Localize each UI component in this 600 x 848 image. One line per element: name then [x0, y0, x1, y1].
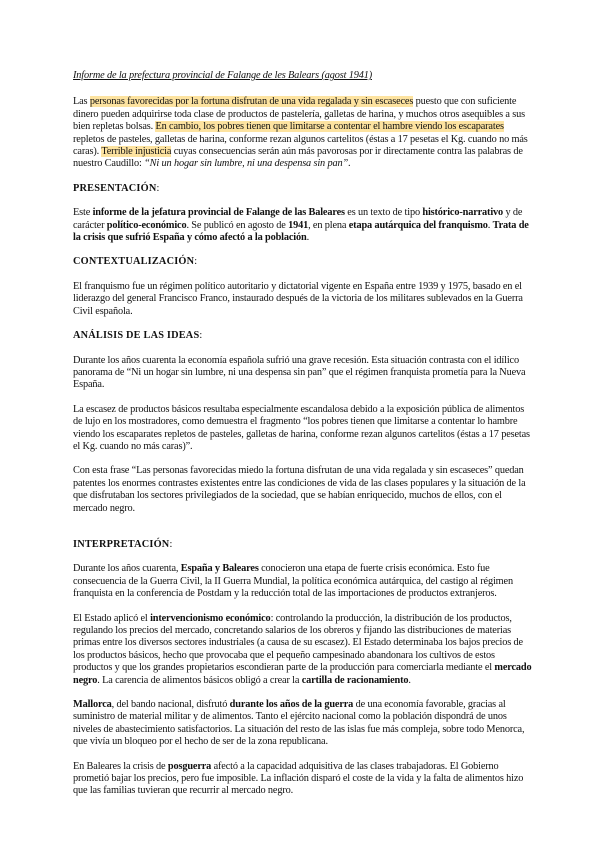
- heading-text: PRESENTACIÓN: [73, 182, 157, 194]
- interpretacion-paragraph-2: [73, 613, 535, 687]
- bold-text: etapa autárquica del franquismo: [348, 219, 488, 231]
- text: .: [306, 232, 310, 244]
- analisis-paragraph-2: La escasez de productos básicos resultaba especialmente escandalosa debido a la exposición pública de alimentos de lujo en los mostradores, como demuestra el fragmento “los pobres tienen que limitarse a contentar lo hambre viendo los escaparates repletos de pasteles, galletas de harina, conforme rezan algunos cartelitos (éstas a 17 pesetas el Kg. cuando no más caras)”.: [73, 403, 530, 452]
- bold-text: 1941: [288, 219, 309, 231]
- text: En Baleares la crisis de: [73, 760, 168, 772]
- section-heading-interpretacion: [73, 539, 535, 551]
- source-text-paragraph: [73, 96, 535, 170]
- heading-text: INTERPRETACIÓN: [73, 538, 170, 550]
- text: : controlando la producción, la distribución de los productos, regulando los precios del mercado, concretando salarios de los obreros y fijando las distribuciones de materias primas entre los diversos sectores industriales (a causa de su escasez). El Estado determinaba los bajos precios de los productos básicos, hecho que provocaba que el pequeño campesinado abandonara los cultivos de estos productos y que los grandes propietarios escondieran parte de la producción para comerciarla mediante el: [73, 612, 523, 674]
- heading-text: CONTEXTUALIZACIÓN: [73, 256, 195, 268]
- interpretacion-paragraph-4: [73, 761, 535, 798]
- bold-text: histórico-narrativo: [422, 207, 504, 219]
- bold-text: cartilla de racionamiento: [301, 674, 409, 686]
- bold-text: Trata de la crisis que sufrió España y cómo afectó a la población: [73, 219, 529, 244]
- bold-text: político-económico: [106, 219, 187, 231]
- presentacion-paragraph: [73, 207, 535, 244]
- highlighted-text: Terrible injusticia: [101, 146, 172, 158]
- source-text-segment: cuyas consecuencias serán aún más pavorosas por ir directamente contra las palabras de nuestro Caudillo:: [73, 146, 523, 170]
- bold-text: posguerra: [167, 760, 212, 772]
- text: , del bando nacional, disfrutó: [111, 699, 230, 711]
- section-heading-analisis: [73, 330, 535, 342]
- text: y de carácter: [73, 207, 523, 231]
- text: . La carencia de alimentos básicos obligó a crear la: [97, 674, 302, 686]
- source-text-segment: repletos de pasteles, galletas de harina, conforme rezan algunos cartelitos (éstas a 17 pesetas el Kg. cuando no más caras).: [73, 133, 528, 158]
- analisis-paragraph-3: Con esta frase “Las personas favorecidas miedo la fortuna disfrutan de una vida regalada y sin escaseces” quedan patentes los enormes contrastes existentes entre las condiciones de vida de las clases populares y la situación de la que disfrutaban los sectores privilegiados de la sociedad, que se habían enriquecido, muchos de ellos, con el mercado negro.: [73, 465, 526, 514]
- analisis-paragraph-1: Durante los años cuarenta la economía española sufrió una grave recesión. Esta situación contrasta con el idílico panorama de “Ni un hogar sin lumbre, ni una despensa sin pan” que el régimen franquista prometía para la Nueva España.: [73, 354, 526, 391]
- bold-text: intervencionismo económico: [150, 612, 271, 624]
- heading-text: ANÁLISIS DE LAS IDEAS: [73, 330, 200, 342]
- text: Este: [73, 207, 93, 219]
- heading-colon: :: [199, 330, 203, 342]
- interpretacion-paragraph-3: [73, 699, 535, 749]
- text: afectó a la capacidad adquisitiva de las clases trabajadoras. El Gobierno prometió bajar los precios, pero fue imposible. La inflación disparó el coste de la vida y la falta de alimentos hizo que las familias tuvieran que recurrir al mercado negro.: [73, 760, 524, 797]
- text: Durante los años cuarenta,: [73, 563, 181, 575]
- bold-text: informe de la jefatura provincial de Falange de las Baleares: [92, 207, 345, 219]
- text: . Se publicó en agosto de: [186, 219, 289, 231]
- bold-text: durante los años de la guerra: [229, 699, 354, 711]
- text: El Estado aplicó el: [73, 612, 151, 624]
- text: conocieron una etapa de fuerte crisis económica. Esto fue consecuencia de la Guerra Civil, la II Guerra Mundial, la política económica autárquica, del castigo al régimen franquista en la conferencia de Postdam y la reducción total de las importaciones de productos extranjeros.: [73, 563, 513, 600]
- document-title: Informe de la prefectura provincial de Falange de les Balears (agost 1941): [73, 70, 372, 81]
- source-text-segment: puesto que con suficiente dinero pueden adquirirse toda clase de productos de pastelería, galletas de harina, y muchos otros asequibles a sus bien repletas bolsas.: [73, 96, 525, 133]
- bold-text: mercado negro: [73, 662, 532, 686]
- highlighted-text: personas favorecidas por la fortuna disfrutan de una vida regalada y sin escaseces: [89, 96, 414, 108]
- interpretacion-paragraph-1: [73, 563, 535, 600]
- text: es un texto de tipo: [344, 207, 423, 219]
- contextualizacion-paragraph: El franquismo fue un régimen político autoritario y dictatorial vigente en España entre 1939 y 1975, basado en el liderazgo del general Francisco Franco, instaurado después de la victoria de los militares sublevados en la Guerra Civil española.: [73, 280, 523, 317]
- source-text-segment: Las: [73, 96, 90, 108]
- spacer: [73, 527, 535, 539]
- bold-text: Mallorca: [73, 699, 112, 711]
- text: , en plena: [308, 219, 349, 231]
- document-page: [73, 70, 535, 810]
- heading-colon: :: [169, 538, 173, 550]
- punctuation: .: [348, 158, 351, 170]
- bold-text: España y Baleares: [180, 563, 259, 575]
- heading-colon: :: [194, 256, 198, 268]
- highlighted-text: En cambio, los pobres tienen que limitarse a contentar el hambre viendo los escaparates: [155, 121, 504, 133]
- caudillo-quote: “Ni un hogar sin lumbre, ni una despensa sin pan”: [144, 158, 349, 170]
- text: .: [408, 674, 411, 686]
- section-heading-presentacion: [73, 183, 535, 195]
- section-heading-contextualizacion: [73, 256, 535, 268]
- text: .: [487, 219, 493, 231]
- heading-colon: :: [156, 182, 160, 194]
- text: de una economía favorable, gracias al suministro de material militar y de alimentos. Tanto el ejército nacional como la población dispondrá de unos niveles de abastecimiento satisfactorios. La situación del resto de las islas fue más compleja, sobre todo Menorca, que vivía un bloqueo por el hecho de ser de la zona republicana.: [73, 699, 525, 748]
